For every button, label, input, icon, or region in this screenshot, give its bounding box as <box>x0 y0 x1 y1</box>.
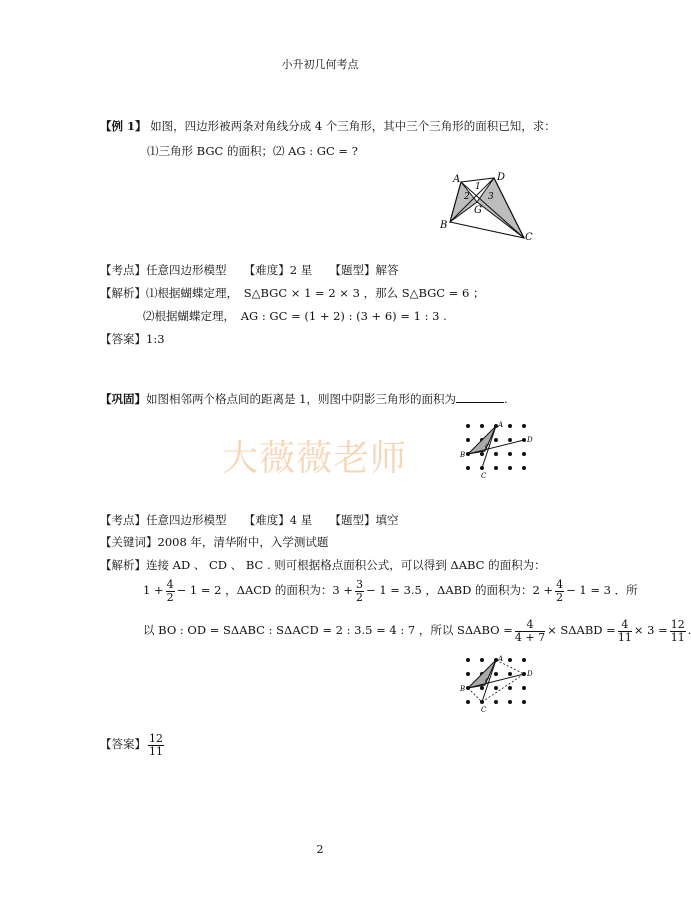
grid1-label-c: C <box>481 472 487 480</box>
formula-text: − 1 = 3 ．所 <box>566 583 638 597</box>
example1-label: 【例 1】 <box>100 119 147 133</box>
grid2-label-b: B <box>460 685 466 693</box>
label-area-2: 2 <box>464 192 470 202</box>
shaded-triangle-abg <box>450 182 477 222</box>
formula-text: 1 + <box>143 583 164 597</box>
lattice-figure-2 <box>458 652 544 718</box>
example1-kaodian: 【考点】任意四边形模型 【难度】2 星 【题型】解答 <box>100 263 399 277</box>
label-area-3: 3 <box>488 192 494 202</box>
example1-jiexi-line2: ⑵根据蝴蝶定理， AG : GC = (1 + 2) : (3 + 6) = 1 : 3 . <box>143 309 447 323</box>
fraction: $\frac{12}{11}$ <box>670 617 685 644</box>
gonggu-question-text: 如图相邻两个格点间的距离是 1，则图中阴影三角形的面积为 <box>146 392 456 406</box>
formula-text: × SΔABD = <box>547 623 616 637</box>
gonggu-kaodian: 【考点】任意四边形模型 【难度】4 星 【题型】填空 <box>100 513 399 527</box>
grid2-label-o: O <box>485 678 490 685</box>
fraction: $\frac{4}{2}$ <box>556 577 564 604</box>
grid1-label-b: B <box>460 451 466 459</box>
page-number: 2 <box>316 843 324 856</box>
formula-text: − 1 = 3.5 ，ΔABD 的面积为：2 + <box>366 583 554 597</box>
formula-text: − 1 = 2 ，ΔACD 的面积为：3 + <box>176 583 354 597</box>
gonggu-question-end: . <box>503 392 508 406</box>
watermark: 大薇薇老师 <box>222 438 408 479</box>
answer-blank <box>456 392 504 403</box>
answer-label: 【答案】 <box>100 737 146 751</box>
fraction: $\frac{4}{2}$ <box>166 577 174 604</box>
grid1-label-a: A <box>498 421 504 429</box>
gonggu-jiexi-line3 <box>143 616 691 644</box>
label-d: D <box>497 172 506 183</box>
segment-bc-dashed <box>468 688 482 702</box>
label-area-1: 1 <box>475 182 481 192</box>
formula-text: 以 BO : OD = SΔABC : SΔACD = 2 : 3.5 = 4 : 7 ，所以 SΔABO = <box>143 623 513 637</box>
gonggu-jiexi-line2 <box>143 576 638 604</box>
answer-fraction: $\frac{12}{11}$ <box>149 731 163 758</box>
gonggu-label: 【巩固】 <box>100 392 146 406</box>
grid2-label-c: C <box>481 706 487 714</box>
example1-question-line2: ⑴三角形 BGC 的面积；⑵ AG : GC = ? <box>147 144 358 158</box>
example1-answer: 【答案】1:3 <box>100 332 165 346</box>
example1-question-line1: 如图，四边形被两条对角线分成 4 个三角形，其中三个三角形的面积已知，求： <box>150 119 556 133</box>
gonggu-answer <box>100 730 166 758</box>
lattice-figure-1 <box>458 418 544 482</box>
gonggu-jiexi-line1: 【解析】连接 AD 、 CD 、 BC . 则可根据格点面积公式，可以得到 ΔABC 的面积为： <box>100 558 546 572</box>
label-b: B <box>440 220 448 231</box>
grid2-label-a: A <box>498 655 504 663</box>
label-a: A <box>453 174 461 185</box>
label-g: G <box>474 205 482 216</box>
gonggu-question <box>100 391 508 407</box>
example1-question <box>100 118 556 134</box>
grid1-label-o: O <box>485 444 490 451</box>
fraction: $\frac{4}{4 + 7}$ <box>514 617 546 644</box>
formula-text: × 3 = <box>633 623 668 637</box>
label-c: C <box>525 232 533 243</box>
example1-jiexi-line1: 【解析】⑴根据蝴蝶定理， S△BGC × 1 = 2 × 3 ，那么 S△BGC = 6 ； <box>100 286 485 300</box>
fraction: $\frac{3}{2}$ <box>356 577 364 604</box>
grid1-label-d: D <box>527 436 533 444</box>
gonggu-guanjianci: 【关键词】2008 年，清华附中，入学测试题 <box>100 535 329 549</box>
quadrilateral-figure <box>434 168 544 248</box>
fraction: $\frac{4}{11}$ <box>617 617 632 644</box>
page-header: 小升初几何考点 <box>281 58 359 71</box>
grid2-label-d: D <box>527 670 533 678</box>
